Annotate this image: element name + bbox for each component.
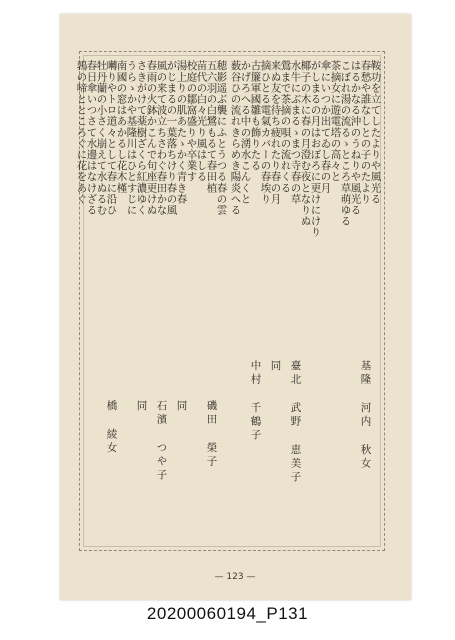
haiku-line: 鞍功を立てしたよりや風光る <box>369 60 382 205</box>
haiku-line: こぼれ湯の流るゝところ草萌ゆる <box>339 60 352 227</box>
author-name: 臺北 武野 恵美子 <box>289 360 302 485</box>
haiku-line: 鶯まで茶摘の唄の流れくる <box>279 60 292 194</box>
haiku-line: はるかなる沖のうねりや風光る <box>349 60 362 216</box>
author-name: 磯田 榮子 <box>205 400 218 469</box>
haiku-line: さきがけて薬樹ざくら紅濃ゆく <box>135 60 148 216</box>
haiku-line: 薮谷ひの流れきらめき陽炎へる <box>229 60 242 216</box>
haiku-line: がしまるの月はおぼろに更けにけり <box>309 60 322 238</box>
author-name: 同 <box>175 400 188 414</box>
haiku-line: 椰子の木に春の月澄む夜となりぬ <box>299 60 312 227</box>
haiku-line: 穂影遥ぶ襲にふとうつる春の雲 <box>215 60 228 216</box>
haiku-line: 来ぬ友を待ち疲れたり春の月 <box>269 60 282 205</box>
haiku-line: 水牛にぶまるゝまつ寺春の草 <box>289 60 302 205</box>
author-name: 同 <box>269 360 282 374</box>
haiku-line: 春日傘いつさて水邊はなけざる <box>85 60 98 216</box>
page-number: — 123 — <box>214 572 256 582</box>
haiku-line: 囀りやトロ道々として春に沿ひ <box>105 60 118 216</box>
haiku-line: 摘ひとる電氣カバーの春埃り <box>259 60 272 205</box>
haiku-line: かげろへる中の湧水こんくと <box>239 60 252 205</box>
author-name: 橋 綾女 <box>105 400 118 456</box>
haiku-line: がじまるの一葉落ちけり春の風 <box>165 60 178 216</box>
haiku-line: 湯上りの肌あたゝかく青き春 <box>175 60 188 205</box>
haiku-line: 春愁や誰なしとの子のたより <box>359 60 372 205</box>
haiku-line: 牡丹蘭の小さく崩えて水ぬるむ <box>95 60 108 216</box>
haiku-line: 古簾軍國雛も飾りたる <box>249 60 262 171</box>
haiku-line: 風の来て波立ちさわぐ春田かな <box>155 60 168 216</box>
haiku-line: 鶉の啼とところぐに花をあぐ <box>75 60 88 205</box>
haiku-line: 春雨の火鉢かこんで句座更けぬ <box>145 60 158 216</box>
author-name: 基隆 河内 秋女 <box>359 360 372 471</box>
author-name: 中村 千鶴子 <box>249 360 262 443</box>
haiku-line: うらゝかや基隆川はひとすじに <box>125 60 138 216</box>
author-name: 石濱 つや子 <box>155 400 168 483</box>
author-name: 同 <box>135 400 148 414</box>
image-caption: 20200060194_P131 <box>146 604 309 623</box>
haiku-line: 傘にいつか出てゐし春の月 <box>319 60 332 194</box>
haiku-line: 茶摘女に遊電塔の高々と <box>329 60 342 183</box>
haiku-line: 苗代の白々光り風はしる <box>195 60 208 183</box>
haiku-line: 南國の窓はあかるし花木槿 <box>115 60 128 194</box>
haiku-line: 五六羽の白鷺もるて春田植 <box>205 60 218 194</box>
haiku-line: 校庭の鄒窩盛りや卒業す <box>185 60 198 183</box>
